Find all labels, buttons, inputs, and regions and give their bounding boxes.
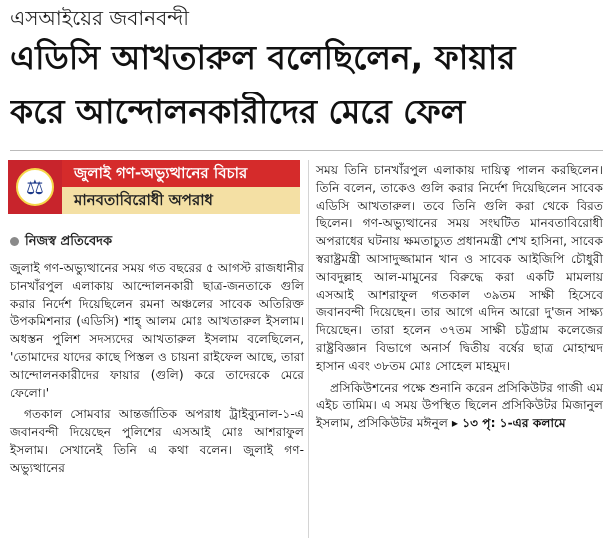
byline <box>10 232 112 253</box>
emblem-box <box>8 160 62 214</box>
section-banner <box>8 160 300 214</box>
paragraph: জুলাই গণ-অভ্যুত্থানের সময় গত বছরের ৫ আগস্ট রাজধানীর চানখাঁরপুল এলাকায় আন্দোলনকারী ছাত্র-জনতাকে গুলি করার নির্দেশ দিয়েছিলেন রমনা অঞ্চলের সাবেক অতিরিক্ত উপকমিশনার (এডিসি) শাহ্ আলম মোঃ আখতারুল ইসলাম। অধস্তন পুলিশ সদস্যদের আখতারুল ইসলাম বলেছিলেন, 'তোমাদের যাদের কাছে পিস্তল ও চায়না রাইফেল আছে, তারা আন্দোলনকারীদের ফায়ার (গুলি) করে তাদেরকে মেরে ফেলো।' <box>10 261 304 400</box>
paragraph-text: প্রসিকিউশনের পক্ষে শুনানি করেন প্রসিকিউটর গাজী এম এইচ তামিম। এ সময় উপস্থিত ছিলেন প্রসিকিউটর মিজানুল ইসলাম, প্রসিকিউটর মঈনুল <box>316 380 603 431</box>
kicker: এসআইয়ের জবানবন্দী <box>10 6 189 30</box>
column-divider <box>308 160 309 538</box>
article-column-left <box>10 260 304 482</box>
paragraph <box>316 380 603 433</box>
continuation-marker: ▸ ১৩ পৃ: ১-এর কলামে <box>451 416 566 431</box>
headline-line-2: করে আন্দোলনকারীদের মেরে ফেল <box>10 92 466 131</box>
paragraph: সময় তিনি চানখাঁরপুল এলাকায় দায়িত্ব পালন করছিলেন। তিনি বলেন, তাকেও গুলি করার নির্দেশ দিয়েছিলেন সাবেক এডিসি আখতারুল। তবে তিনি গুলি করা থেকে বিরত ছিলেন। গণ-অভ্যুত্থানের সময় সংঘটিত মানবতাবিরোধী অপরাধের ঘটনায় ক্ষমতাচ্যুত প্রধানমন্ত্রী শেখ হাসিনা, সাবেক স্বরাষ্ট্রমন্ত্রী আসাদুজ্জামান খান ও সাবেক আইজিপি চৌধুরী আবদুল্লাহ আল-মামুনের বিরুদ্ধে করা একটি মামলায় এসআই আশরাফুল গতকাল ৩৯তম সাক্ষী হিসেবে জবানবন্দী দিয়েছেন। তার আগে এদিন আরো দু'জন সাক্ষ্য দিয়েছেন। তারা হলেন ৩৭তম সাক্ষী চট্টগ্রাম কলেজের রাষ্ট্রবিজ্ঞান বিভাগে অনার্স দ্বিতীয় বর্ষের ছাত্র মোহাম্মদ হাসান এবং ৩৮তম মোঃ সোহেল মাহমুদ। <box>316 163 603 373</box>
scales-of-justice-icon: ⚖ <box>16 168 54 206</box>
bullet-dot-icon <box>10 237 19 246</box>
continuation-text: ১৩ পৃ: ১-এর কলামে <box>462 416 566 431</box>
headline-divider <box>10 150 603 151</box>
headline-line-1: এডিসি আখতারুল বলেছিলেন, ফায়ার <box>10 38 516 77</box>
banner-top-label: জুলাই গণ-অভ্যুত্থানের বিচার <box>62 160 300 187</box>
paragraph: গতকাল সোমবার আন্তর্জাতিক অপরাধ ট্রাইব্যুনাল-১-এ জবানবন্দী দিয়েছেন পুলিশের এসআই মোঃ আশরাফুল ইসলাম। সেখানেই তিনি এ কথা বলেন। জুলাই গণ-অভ্যুত্থানের <box>10 407 304 475</box>
byline-text: নিজস্ব প্রতিবেদক <box>25 234 113 249</box>
article-column-right <box>316 162 603 437</box>
banner-bottom-label: মানবতাবিরোধী অপরাধ <box>62 187 300 214</box>
